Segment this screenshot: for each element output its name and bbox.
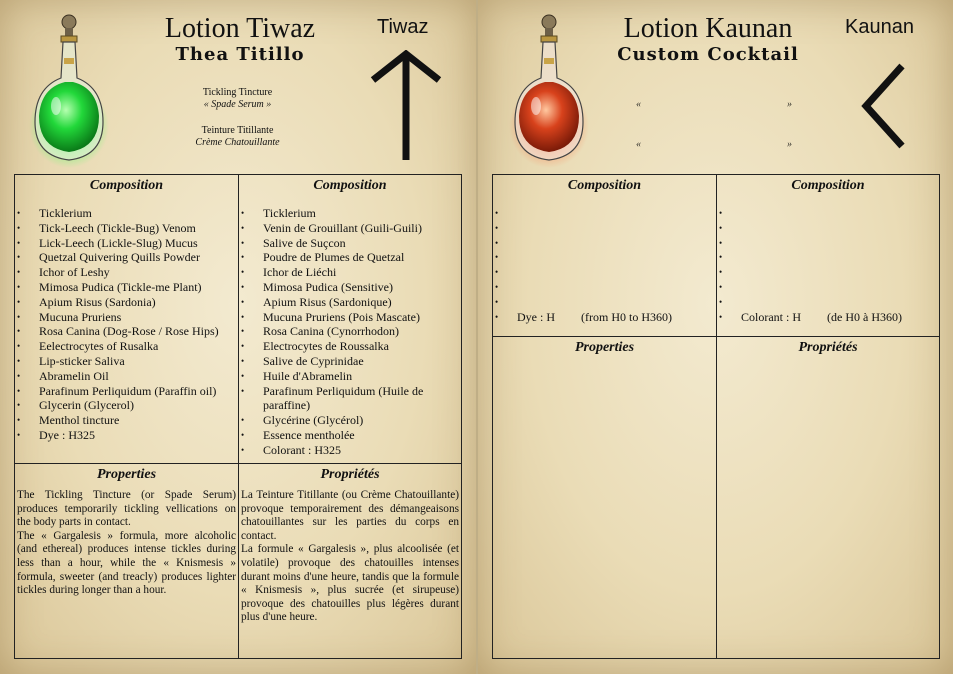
rune-label: Kaunan	[845, 16, 914, 38]
list-item: • Mucuna Pruriens (Pois Mascate)	[241, 310, 461, 325]
list-item: • Lip-sticker Saliva	[17, 354, 238, 369]
list-item	[719, 295, 939, 310]
list-item	[719, 236, 939, 251]
right-sheet	[478, 0, 953, 674]
list-item: • Huile d'Abramelin	[241, 369, 461, 384]
list-item	[495, 265, 716, 280]
title-text: Lotion Tiwaz	[164, 13, 316, 44]
quote-close: »	[787, 139, 792, 150]
green-potion-icon	[28, 12, 110, 170]
composition-en-list	[15, 206, 238, 443]
list-item	[719, 250, 939, 265]
list-item: • Parafinum Perliquidum (Huile de paraffine)	[241, 384, 461, 414]
name-fr-label: Teinture Titillante	[201, 125, 274, 136]
properties-en-p1: The Tickling Tincture (or Spade Serum) produces temporarily tickling vellications on the body parts in contact.	[17, 489, 236, 529]
list-item: • Menthol tincture	[17, 413, 238, 428]
name-fr-alt: Crème Chatouillante	[195, 137, 280, 148]
properties-fr-cell	[239, 464, 462, 659]
list-item: • Salive de Cyprinidae	[241, 354, 461, 369]
list-item: • Colorant : H325	[241, 443, 461, 458]
ingredients-table	[492, 174, 940, 659]
composition-en-cell	[493, 175, 717, 337]
composition-fr-list	[239, 206, 461, 458]
kaunan-rune-icon	[858, 62, 908, 152]
list-item: • Ticklerium	[241, 206, 461, 221]
list-item	[495, 221, 716, 236]
list-item: • Venin de Grouillant (Guili-Guili)	[241, 221, 461, 236]
list-item: • Electrocytes de Roussalka	[241, 339, 461, 354]
name-en-label: Tickling Tincture	[202, 87, 273, 98]
composition-fr-cell	[717, 175, 940, 337]
list-item: • Mucuna Pruriens	[17, 310, 238, 325]
list-item: • Ichor of Leshy	[17, 265, 238, 280]
dye-label: Dye : H	[517, 309, 555, 324]
list-item: • Rosa Canina (Cynorrhodon)	[241, 324, 461, 339]
list-item: • Eelectrocytes of Rusalka	[17, 339, 238, 354]
list-item: • Ticklerium	[17, 206, 238, 221]
subtitle-text: Custom Cocktail	[617, 44, 799, 65]
list-item: • Tick-Leech (Tickle-Bug) Venom	[17, 221, 238, 236]
quote-open: «	[636, 99, 641, 110]
list-item: • Dye : H325	[17, 428, 238, 443]
list-item: • Abramelin Oil	[17, 369, 238, 384]
properties-fr-header: Propriétés	[798, 340, 858, 355]
list-item: • Parafinum Perliquidum (Paraffin oil)	[17, 384, 238, 399]
composition-en-header: Composition	[567, 178, 642, 193]
properties-fr-p1: La Teinture Titillante (ou Crème Chatouillante) provoque temporairement des démangeaisons chatouillantes sur les parties du corps en contact.	[241, 489, 459, 542]
list-item: • Mimosa Pudica (Tickle-me Plant)	[17, 280, 238, 295]
properties-fr-p2: La formule « Gargalesis », plus alcoolisée (et volatile) provoque des chatouilles intenses durant moins d'une heure, tandis que la formule « Knismesis », plus sucrée (et sirupeuse) provoque des chatouilles plus légères durant plus d'une heure.	[241, 543, 459, 624]
list-item: • Apium Risus (Sardonia)	[17, 295, 238, 310]
composition-fr-list	[717, 206, 939, 324]
rune-label: Tiwaz	[377, 16, 429, 38]
dye-hint: (from H0 to H360)	[581, 309, 672, 324]
name-en-blank	[636, 99, 796, 110]
list-item: • Apium Risus (Sardonique)	[241, 295, 461, 310]
list-item: • Glycerin (Glycerol)	[17, 398, 238, 413]
properties-en-header: Properties	[574, 340, 635, 355]
list-item	[719, 280, 939, 295]
properties-fr-text	[239, 489, 461, 625]
properties-fr-cell	[717, 337, 940, 659]
composition-fr-header: Composition	[791, 178, 865, 193]
quote-close: »	[787, 99, 792, 110]
list-item: • Essence mentholée	[241, 428, 461, 443]
list-item: • Mimosa Pudica (Sensitive)	[241, 280, 461, 295]
composition-en-header: Composition	[89, 178, 164, 193]
dye-hint: (de H0 à H360)	[827, 309, 902, 324]
list-item: • Lick-Leech (Lickle-Slug) Mucus	[17, 236, 238, 251]
dye-item	[719, 310, 939, 325]
list-item	[495, 250, 716, 265]
subtitle-text: Thea Titillo	[175, 44, 305, 65]
left-sheet	[0, 0, 476, 674]
name-en-alt: « Spade Serum »	[203, 99, 272, 110]
properties-en-p2: The « Gargalesis » formula, more alcoholic (and ethereal) produces intense tickles during less than a hour, while the « Knismesis » formula, sweeter (and treacly) produces lighter tickles during longer than a hour.	[17, 529, 236, 597]
composition-en-list	[493, 206, 716, 324]
potion-names	[160, 87, 315, 149]
list-item: • Poudre de Plumes de Quetzal	[241, 250, 461, 265]
dye-item	[495, 310, 716, 325]
quote-open: «	[636, 139, 641, 150]
composition-fr-cell	[239, 175, 462, 464]
list-item: • Rosa Canina (Dog-Rose / Rose Hips)	[17, 324, 238, 339]
list-item	[495, 206, 716, 221]
title-text: Lotion Kaunan	[623, 13, 793, 44]
list-item	[719, 206, 939, 221]
properties-en-cell	[15, 464, 239, 659]
list-item	[495, 236, 716, 251]
properties-en-header: Properties	[96, 467, 157, 482]
potion-title	[613, 14, 803, 66]
list-item: • Glycérine (Glycérol)	[241, 413, 461, 428]
dye-label: Colorant : H	[741, 309, 801, 324]
list-item	[495, 280, 716, 295]
properties-en-cell	[493, 337, 717, 659]
composition-fr-header: Composition	[313, 178, 387, 193]
potion-title	[150, 14, 330, 66]
ingredients-table	[14, 174, 462, 659]
list-item: • Salive de Suçcon	[241, 236, 461, 251]
list-item	[719, 221, 939, 236]
list-item: • Ichor de Liéchi	[241, 265, 461, 280]
tiwaz-rune-icon	[370, 50, 442, 162]
red-potion-icon	[508, 12, 590, 170]
list-item: • Quetzal Quivering Quills Powder	[17, 250, 238, 265]
properties-fr-header: Propriétés	[320, 467, 380, 482]
composition-en-cell	[15, 175, 239, 464]
list-item	[495, 295, 716, 310]
list-item	[719, 265, 939, 280]
name-fr-blank	[636, 139, 796, 150]
properties-en-text	[15, 489, 238, 598]
